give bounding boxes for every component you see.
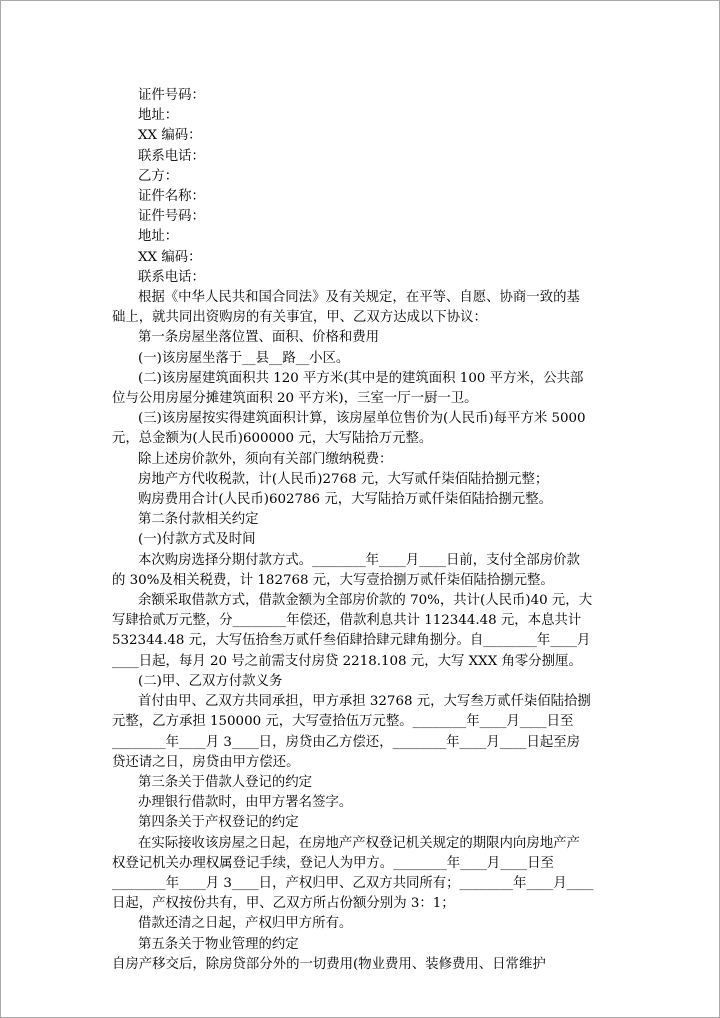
section-heading-5: 第五条关于物业管理的约定 <box>138 936 299 952</box>
paragraph-line: 在实际接收该房屋之日起，在房地产产权登记机关规定的期限内向房地产产 <box>138 835 580 851</box>
paragraph-line: 础上，就共同出资购房的有关事宜，甲、乙双方达成以下协议： <box>112 310 487 326</box>
paragraph-line: 房地产方代收税款，计(人民币)2768 元，大写贰仟柒佰陆拾捌元整； <box>138 471 549 487</box>
paragraph-line: 首付由甲、乙双方共同承担，甲方承担 32768 元，大写叁万贰仟柒佰陆拾捌 <box>138 694 591 710</box>
paragraph-line: (二)甲、乙双方付款义务 <box>138 673 283 689</box>
field-phone-a: 联系电话： <box>138 148 205 164</box>
paragraph-line: 办理银行借款时，由甲方署名签字。 <box>138 795 353 811</box>
paragraph-line: ________年____月 3____日，产权归甲、乙双方共同所有；________年____月____ <box>112 875 594 891</box>
paragraph-line: (一)付款方式及时间 <box>138 532 256 548</box>
section-heading-1: 第一条房屋坐落位置、面积、价格和费用 <box>138 330 380 346</box>
field-postcode-a: XX 编码： <box>138 128 202 144</box>
field-id-number-a: 证件号码： <box>138 88 205 103</box>
paragraph-line: 余额采取借款方式，借款金额为全部房价款的 70%，共计(人民币)40 元，大 <box>138 593 593 609</box>
paragraph-line: (二)该房屋建筑面积共 120 平方米(其中是的建筑面积 100 平方米，公共部 <box>138 370 584 386</box>
paragraph-line: 日起，产权按份共有，甲、乙双方所占份额分别为 3：1； <box>112 896 455 912</box>
paragraph-line: 自房产移交后，除房贷部分外的一切费用(物业费用、装修费用、日常维护 <box>112 956 546 972</box>
document-body <box>112 86 615 975</box>
paragraph-line: 532344.48 元，大写伍拾叁万贰仟叁佰肆拾肆元肆角捌分。自________年____月 <box>112 633 591 649</box>
paragraph-line: ____日起，每月 20 号之前需支付房贷 2218.108 元，大写 XXX 角零分捌厘。 <box>112 653 582 669</box>
paragraph-line: 购房费用合计(人民币)602786 元，大写陆拾万贰仟柒佰陆拾捌元整。 <box>138 492 552 508</box>
field-address-b: 地址： <box>138 229 179 245</box>
paragraph-line: 除上述房价款外，须向有关部门缴纳税费： <box>138 451 393 467</box>
paragraph-line: ________年____月 3____日，房贷由乙方偿还，________年____月____日起至房 <box>112 734 581 750</box>
paragraph-line: 元，总金额为(人民币)600000 元，大写陆拾万元整。 <box>112 431 433 447</box>
paragraph-line: 位与公用房屋分摊建筑面积 20 平方米)，三室一厅一厨一卫。 <box>112 391 478 407</box>
section-heading-2: 第二条付款相关约定 <box>138 512 259 528</box>
field-id-number-b: 证件号码： <box>138 209 205 225</box>
paragraph-line: 元整，乙方承担 150000 元，大写壹拾伍万元整。________年____月____日至 <box>112 714 574 730</box>
paragraph-line: 权登记机关办理权属登记手续，登记人为甲方。________年____月____日至 <box>112 855 554 871</box>
paragraph-line: (一)该房屋坐落于__县__路__小区。 <box>138 350 350 366</box>
section-heading-4: 第四条关于产权登记的约定 <box>138 815 299 831</box>
paragraph-line: 贷还请之日，房贷由甲方偿还。 <box>112 754 300 770</box>
paragraph-line: 写肆拾贰万元整，分________年偿还，借款利息共计 112344.48 元，本息共计 <box>112 613 582 629</box>
paragraph-line: 根据《中华人民共和国合同法》及有关规定，在平等、自愿、协商一致的基 <box>138 290 580 306</box>
field-address-a: 地址： <box>138 108 179 124</box>
paragraph-line: 借款还清之日起，产权归甲方所有。 <box>138 916 353 932</box>
field-postcode-b: XX 编码： <box>138 249 202 265</box>
paragraph-line: 的 30%及相关税费，计 182768 元，大写壹拾捌万贰仟柒佰陆拾捌元整。 <box>112 572 554 588</box>
party-b-heading: 乙方： <box>138 168 179 184</box>
field-id-name-b: 证件名称： <box>138 189 205 205</box>
paragraph-line: (三)该房屋按实得建筑面积计算，该房屋单位售价为(人民币)每平方米 5000 <box>138 411 586 427</box>
paragraph-line: 本次购房选择分期付款方式。________年____月____日前，支付全部房价款 <box>138 552 580 568</box>
section-heading-3: 第三条关于借款人登记的约定 <box>138 774 313 790</box>
field-phone-b: 联系电话： <box>138 269 205 285</box>
